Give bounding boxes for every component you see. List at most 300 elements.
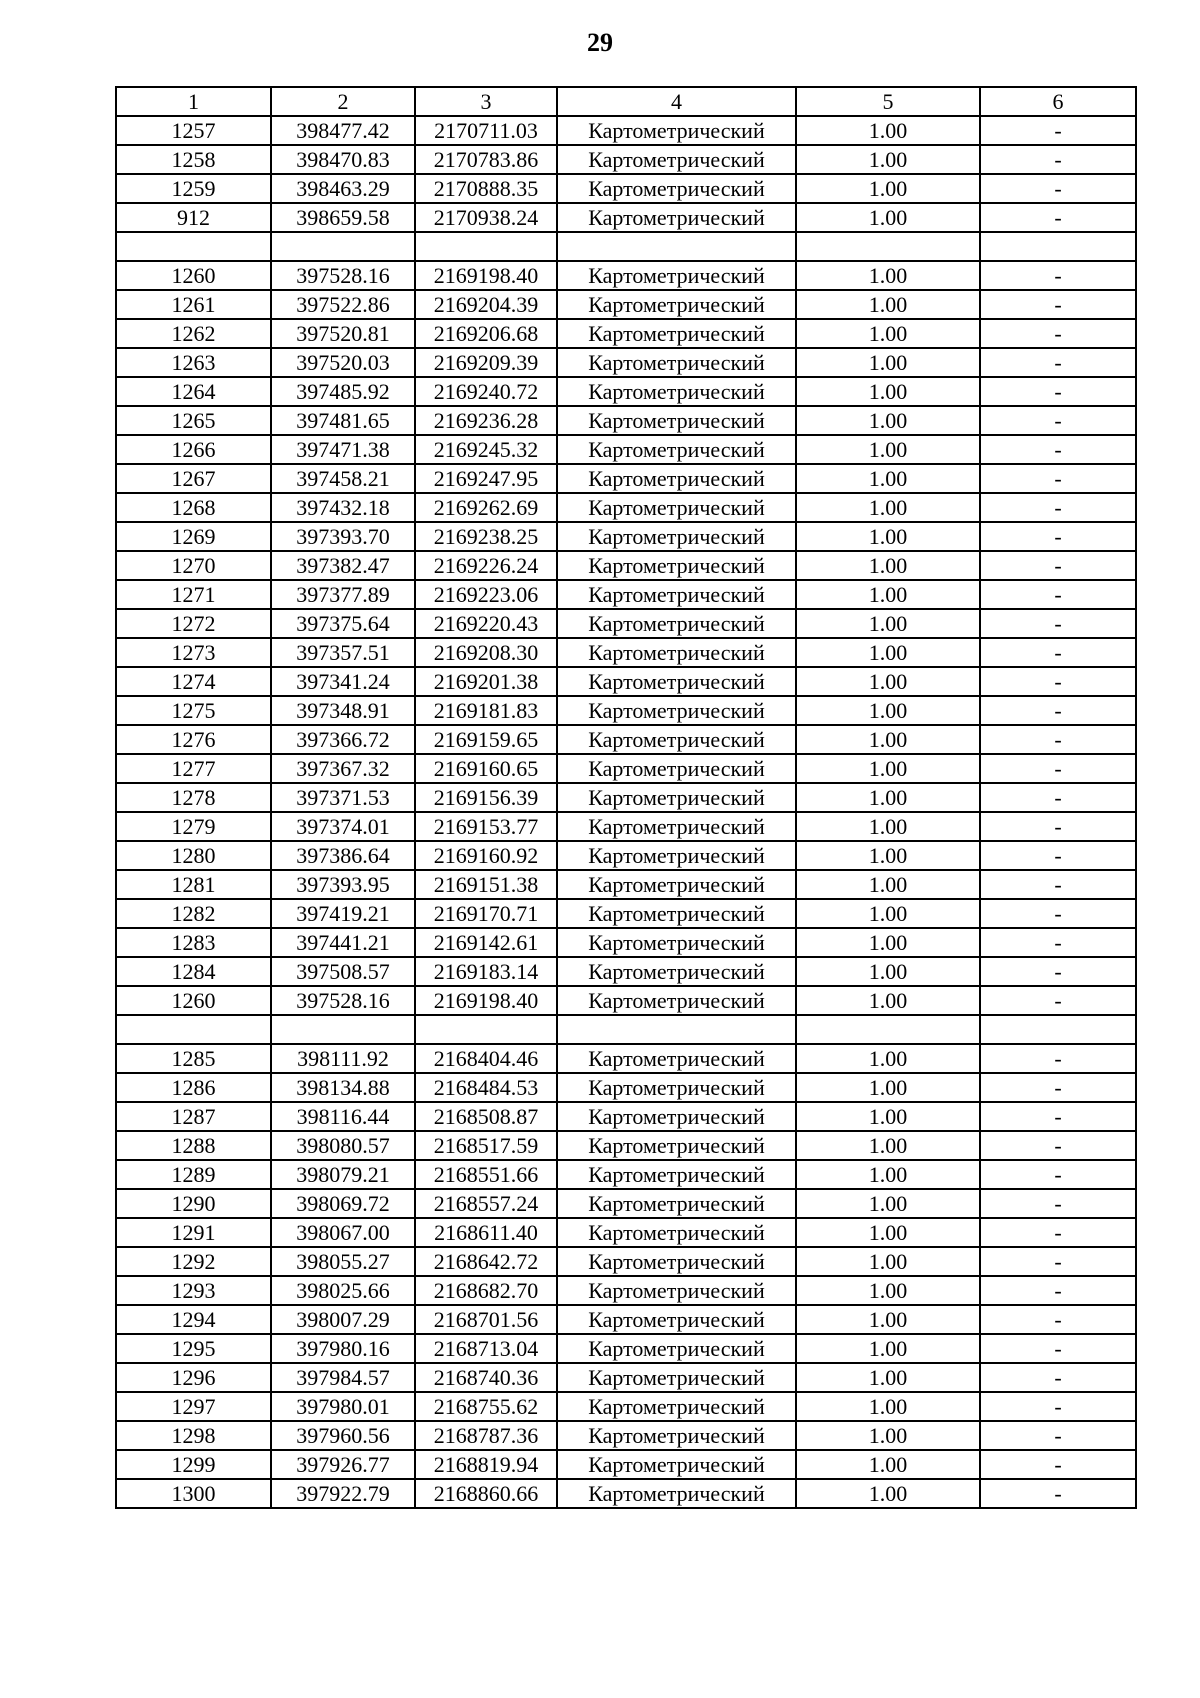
table-cell: -	[980, 667, 1136, 696]
table-cell: 1.00	[796, 1131, 980, 1160]
table-cell: -	[980, 696, 1136, 725]
table-row	[116, 870, 1136, 899]
table-cell: 1287	[116, 1102, 271, 1131]
table-row	[116, 493, 1136, 522]
table-cell: 397458.21	[271, 464, 415, 493]
table-cell: 2169220.43	[415, 609, 557, 638]
table-cell: 2170938.24	[415, 203, 557, 232]
table-cell: 1.00	[796, 203, 980, 232]
table-cell: -	[980, 522, 1136, 551]
table-cell: Картометрический	[557, 377, 796, 406]
table-cell	[271, 232, 415, 261]
table-cell: 2170888.35	[415, 174, 557, 203]
table-cell: -	[980, 1131, 1136, 1160]
table-cell: -	[980, 870, 1136, 899]
table-cell: 2169160.65	[415, 754, 557, 783]
table-cell: -	[980, 406, 1136, 435]
table-cell: 397522.86	[271, 290, 415, 319]
table-cell: 1.00	[796, 1479, 980, 1508]
table-cell: -	[980, 1392, 1136, 1421]
table-cell: Картометрический	[557, 580, 796, 609]
table-cell: 1263	[116, 348, 271, 377]
table-cell: 1.00	[796, 493, 980, 522]
table-cell: 398116.44	[271, 1102, 415, 1131]
table-cell: 1283	[116, 928, 271, 957]
table-cell: 1.00	[796, 1218, 980, 1247]
table-cell: 2169181.83	[415, 696, 557, 725]
table-cell: 1.00	[796, 754, 980, 783]
table-cell	[796, 232, 980, 261]
table-row	[116, 319, 1136, 348]
table-cell: -	[980, 493, 1136, 522]
table-cell: -	[980, 638, 1136, 667]
table-cell: 398463.29	[271, 174, 415, 203]
table-cell: 1.00	[796, 1334, 980, 1363]
table-cell: 1.00	[796, 1189, 980, 1218]
table-row	[116, 1305, 1136, 1334]
table-cell: -	[980, 145, 1136, 174]
table-cell: 1.00	[796, 551, 980, 580]
table-cell: 1.00	[796, 1044, 980, 1073]
table-cell: 398470.83	[271, 145, 415, 174]
table-cell: 397528.16	[271, 261, 415, 290]
table-cell: 2169204.39	[415, 290, 557, 319]
table-cell: 1.00	[796, 783, 980, 812]
table-cell: Картометрический	[557, 1479, 796, 1508]
table-cell: Картометрический	[557, 1305, 796, 1334]
table-row	[116, 580, 1136, 609]
table-row	[116, 522, 1136, 551]
table-cell: 397375.64	[271, 609, 415, 638]
table-cell: Картометрический	[557, 203, 796, 232]
table-cell: Картометрический	[557, 1247, 796, 1276]
table-row	[116, 609, 1136, 638]
table-cell: -	[980, 319, 1136, 348]
table-cell: 2169226.24	[415, 551, 557, 580]
table-cell: -	[980, 1247, 1136, 1276]
table-cell: 398069.72	[271, 1189, 415, 1218]
table-cell: -	[980, 377, 1136, 406]
table-cell: 1.00	[796, 1276, 980, 1305]
table-cell: 1.00	[796, 725, 980, 754]
table-cell: 2168701.56	[415, 1305, 557, 1334]
table-row	[116, 1102, 1136, 1131]
table-cell: 397357.51	[271, 638, 415, 667]
table-cell: 398134.88	[271, 1073, 415, 1102]
table-cell: 2169159.65	[415, 725, 557, 754]
table-row	[116, 116, 1136, 145]
table-row	[116, 841, 1136, 870]
table-row	[116, 377, 1136, 406]
table-cell: 1267	[116, 464, 271, 493]
table-cell: 1291	[116, 1218, 271, 1247]
table-cell: 1.00	[796, 319, 980, 348]
table-cell: 2168557.24	[415, 1189, 557, 1218]
table-cell: 1293	[116, 1276, 271, 1305]
table-cell: Картометрический	[557, 1044, 796, 1073]
table-cell: Картометрический	[557, 464, 796, 493]
table-cell: Картометрический	[557, 1450, 796, 1479]
blank-row	[116, 1015, 1136, 1044]
table-cell: 1.00	[796, 1392, 980, 1421]
table-cell: 1282	[116, 899, 271, 928]
table-cell: 1278	[116, 783, 271, 812]
table-cell: Картометрический	[557, 899, 796, 928]
table-row	[116, 899, 1136, 928]
table-cell: 1274	[116, 667, 271, 696]
table-cell: 2168819.94	[415, 1450, 557, 1479]
table-cell: 1272	[116, 609, 271, 638]
table-cell: 1.00	[796, 580, 980, 609]
table-cell: Картометрический	[557, 1392, 796, 1421]
table-cell	[557, 1015, 796, 1044]
table-cell: 2169209.39	[415, 348, 557, 377]
table-cell: 1.00	[796, 1160, 980, 1189]
table-cell: Картометрический	[557, 435, 796, 464]
table-cell: 2168642.72	[415, 1247, 557, 1276]
table-cell: 398079.21	[271, 1160, 415, 1189]
table-cell: 397441.21	[271, 928, 415, 957]
table-cell: 1260	[116, 261, 271, 290]
table-cell: 1294	[116, 1305, 271, 1334]
table-cell: -	[980, 986, 1136, 1015]
table-cell: -	[980, 1218, 1136, 1247]
table-cell: 398007.29	[271, 1305, 415, 1334]
table-cell: Картометрический	[557, 145, 796, 174]
table-cell: 1.00	[796, 145, 980, 174]
table-cell: 1.00	[796, 638, 980, 667]
table-cell	[980, 1015, 1136, 1044]
table-cell: 1.00	[796, 1305, 980, 1334]
table-cell: -	[980, 580, 1136, 609]
table-row	[116, 1334, 1136, 1363]
table-row	[116, 348, 1136, 377]
table-row	[116, 928, 1136, 957]
table-cell: 1.00	[796, 435, 980, 464]
table-cell: 1300	[116, 1479, 271, 1508]
table-cell: 1296	[116, 1363, 271, 1392]
table-cell: 397508.57	[271, 957, 415, 986]
table-cell: 397377.89	[271, 580, 415, 609]
table-cell: 397382.47	[271, 551, 415, 580]
table-row	[116, 754, 1136, 783]
table-cell: 1.00	[796, 116, 980, 145]
table-cell: 1.00	[796, 841, 980, 870]
table-cell: 397980.01	[271, 1392, 415, 1421]
table-cell: 1269	[116, 522, 271, 551]
table-cell: 397528.16	[271, 986, 415, 1015]
table-cell: 1261	[116, 290, 271, 319]
table-cell: 1298	[116, 1421, 271, 1450]
table-row	[116, 638, 1136, 667]
table-cell: Картометрический	[557, 348, 796, 377]
table-cell	[116, 232, 271, 261]
table-cell: 2169245.32	[415, 435, 557, 464]
table-cell: 397393.70	[271, 522, 415, 551]
table-cell: Картометрический	[557, 290, 796, 319]
table-cell: Картометрический	[557, 1421, 796, 1450]
table-row	[116, 203, 1136, 232]
table-row	[116, 1218, 1136, 1247]
table-cell: Картометрический	[557, 1276, 796, 1305]
table-cell: 1258	[116, 145, 271, 174]
table-cell: 2169236.28	[415, 406, 557, 435]
table-cell: 397922.79	[271, 1479, 415, 1508]
table-cell: Картометрический	[557, 783, 796, 812]
table-cell: 2169183.14	[415, 957, 557, 986]
table-row	[116, 812, 1136, 841]
table-cell: 1.00	[796, 1421, 980, 1450]
table-cell: 2168755.62	[415, 1392, 557, 1421]
table-row	[116, 783, 1136, 812]
table-cell: 1.00	[796, 464, 980, 493]
table-cell: 398025.66	[271, 1276, 415, 1305]
table-cell: Картометрический	[557, 522, 796, 551]
table-row	[116, 406, 1136, 435]
table-cell: 2168484.53	[415, 1073, 557, 1102]
table-cell: -	[980, 116, 1136, 145]
table-cell: 2168740.36	[415, 1363, 557, 1392]
table-cell: 397371.53	[271, 783, 415, 812]
table-cell: 2169262.69	[415, 493, 557, 522]
table-cell: 1286	[116, 1073, 271, 1102]
table-row	[116, 1479, 1136, 1508]
table-row	[116, 1247, 1136, 1276]
table-cell: 1285	[116, 1044, 271, 1073]
table-cell: 1.00	[796, 812, 980, 841]
table-cell: -	[980, 348, 1136, 377]
table-cell: 397374.01	[271, 812, 415, 841]
table-cell: 397367.32	[271, 754, 415, 783]
table-cell: 1.00	[796, 1102, 980, 1131]
table-cell: 2168682.70	[415, 1276, 557, 1305]
table-row	[116, 551, 1136, 580]
table-cell: 1259	[116, 174, 271, 203]
table-cell: Картометрический	[557, 725, 796, 754]
table-row	[116, 1160, 1136, 1189]
table-cell: 1270	[116, 551, 271, 580]
table-cell: 2168517.59	[415, 1131, 557, 1160]
table-cell: 2169170.71	[415, 899, 557, 928]
table-cell: -	[980, 841, 1136, 870]
table-cell: 2169142.61	[415, 928, 557, 957]
table-row	[116, 1276, 1136, 1305]
table-cell: -	[980, 1044, 1136, 1073]
table-cell: Картометрический	[557, 609, 796, 638]
table-row	[116, 696, 1136, 725]
table-cell: -	[980, 1102, 1136, 1131]
blank-row	[116, 232, 1136, 261]
table-cell: 397393.95	[271, 870, 415, 899]
table-row	[116, 261, 1136, 290]
table-cell: 2170783.86	[415, 145, 557, 174]
table-cell: 1.00	[796, 986, 980, 1015]
table-cell: -	[980, 435, 1136, 464]
table-cell: 1280	[116, 841, 271, 870]
table-cell: 1281	[116, 870, 271, 899]
table-cell: 1.00	[796, 1073, 980, 1102]
table-cell: 1273	[116, 638, 271, 667]
table-cell: 398067.00	[271, 1218, 415, 1247]
table-cell: 397386.64	[271, 841, 415, 870]
table-cell: -	[980, 1334, 1136, 1363]
table-cell: 2169156.39	[415, 783, 557, 812]
table-cell: 1.00	[796, 290, 980, 319]
table-cell: 2168611.40	[415, 1218, 557, 1247]
table-cell: 1.00	[796, 899, 980, 928]
table-cell	[415, 232, 557, 261]
table-cell: 397926.77	[271, 1450, 415, 1479]
table-cell: 1299	[116, 1450, 271, 1479]
table-cell: -	[980, 174, 1136, 203]
coordinates-table	[115, 86, 1137, 1509]
table-row	[116, 725, 1136, 754]
table-cell: 2169198.40	[415, 261, 557, 290]
table-row	[116, 464, 1136, 493]
table-cell: -	[980, 551, 1136, 580]
table-cell: -	[980, 290, 1136, 319]
table-cell: Картометрический	[557, 754, 796, 783]
table-cell: Картометрический	[557, 116, 796, 145]
table-cell: 1.00	[796, 406, 980, 435]
table-cell: 1.00	[796, 928, 980, 957]
table-cell: 397471.38	[271, 435, 415, 464]
table-cell: 397980.16	[271, 1334, 415, 1363]
table-cell: 2169238.25	[415, 522, 557, 551]
table-cell: 912	[116, 203, 271, 232]
table-cell: 1.00	[796, 870, 980, 899]
table-cell: Картометрический	[557, 812, 796, 841]
table-cell: 1.00	[796, 174, 980, 203]
table-cell: 397366.72	[271, 725, 415, 754]
table-cell: 1266	[116, 435, 271, 464]
column-header: 6	[980, 87, 1136, 116]
table-cell: 2168551.66	[415, 1160, 557, 1189]
table-cell: -	[980, 754, 1136, 783]
table-cell: 1257	[116, 116, 271, 145]
table-cell: -	[980, 725, 1136, 754]
table-cell: Картометрический	[557, 493, 796, 522]
table-row	[116, 1044, 1136, 1073]
table-cell: 1284	[116, 957, 271, 986]
table-cell: 2170711.03	[415, 116, 557, 145]
column-header: 5	[796, 87, 980, 116]
page-number: 29	[587, 28, 613, 57]
table-cell: 2169198.40	[415, 986, 557, 1015]
table-cell: 397481.65	[271, 406, 415, 435]
table-cell: -	[980, 1276, 1136, 1305]
table-cell: -	[980, 464, 1136, 493]
table-cell: 397348.91	[271, 696, 415, 725]
table-cell: 1275	[116, 696, 271, 725]
table-cell: 1.00	[796, 609, 980, 638]
table-cell: 2169223.06	[415, 580, 557, 609]
table-cell: 397485.92	[271, 377, 415, 406]
table-cell: Картометрический	[557, 406, 796, 435]
table-cell: -	[980, 1450, 1136, 1479]
table-cell: -	[980, 1479, 1136, 1508]
table-row	[116, 1421, 1136, 1450]
table-cell: 1.00	[796, 377, 980, 406]
table-cell: 2169160.92	[415, 841, 557, 870]
table-row	[116, 1363, 1136, 1392]
table-cell: 398111.92	[271, 1044, 415, 1073]
table-row	[116, 1450, 1136, 1479]
table-cell: 1271	[116, 580, 271, 609]
table-cell: -	[980, 928, 1136, 957]
table-cell: 2169247.95	[415, 464, 557, 493]
table-cell: Картометрический	[557, 1189, 796, 1218]
table-cell: 1.00	[796, 667, 980, 696]
table-cell: Картометрический	[557, 1073, 796, 1102]
table-cell: 1.00	[796, 261, 980, 290]
table-cell: -	[980, 1305, 1136, 1334]
table-cell: 1277	[116, 754, 271, 783]
table-cell: 2168787.36	[415, 1421, 557, 1450]
table-cell: 397341.24	[271, 667, 415, 696]
table-cell: 2169201.38	[415, 667, 557, 696]
table-cell: 1265	[116, 406, 271, 435]
column-header: 1	[116, 87, 271, 116]
table-cell: 398477.42	[271, 116, 415, 145]
table-cell: Картометрический	[557, 1160, 796, 1189]
table-cell: 2169240.72	[415, 377, 557, 406]
table-cell: 2169153.77	[415, 812, 557, 841]
table-cell: Картометрический	[557, 551, 796, 580]
table-cell: -	[980, 899, 1136, 928]
table-cell: 1276	[116, 725, 271, 754]
table-row	[116, 145, 1136, 174]
table-cell: 1.00	[796, 1450, 980, 1479]
table-cell	[116, 1015, 271, 1044]
table-cell: Картометрический	[557, 841, 796, 870]
table-cell: 397960.56	[271, 1421, 415, 1450]
table-cell: 1290	[116, 1189, 271, 1218]
table-cell: 397419.21	[271, 899, 415, 928]
table-cell: Картометрический	[557, 1334, 796, 1363]
table-cell: -	[980, 1421, 1136, 1450]
table-cell: Картометрический	[557, 1218, 796, 1247]
table-cell: Картометрический	[557, 174, 796, 203]
table-cell: Картометрический	[557, 319, 796, 348]
table-body	[116, 116, 1136, 1508]
table-cell: Картометрический	[557, 928, 796, 957]
table-cell: 1288	[116, 1131, 271, 1160]
table-cell: 2169151.38	[415, 870, 557, 899]
table-cell: 1.00	[796, 696, 980, 725]
table-row	[116, 435, 1136, 464]
table-cell: -	[980, 203, 1136, 232]
table-cell: -	[980, 261, 1136, 290]
table-row	[116, 1392, 1136, 1421]
table-cell: 1297	[116, 1392, 271, 1421]
table-row	[116, 1073, 1136, 1102]
table-cell	[980, 232, 1136, 261]
table-cell: 1.00	[796, 957, 980, 986]
table-row	[116, 957, 1136, 986]
table-cell: 1.00	[796, 348, 980, 377]
table-cell: Картометрический	[557, 870, 796, 899]
table-cell: 1260	[116, 986, 271, 1015]
table-cell: -	[980, 1160, 1136, 1189]
table-cell: 2168404.46	[415, 1044, 557, 1073]
table-cell: 1279	[116, 812, 271, 841]
table-cell	[415, 1015, 557, 1044]
table-cell: 2168508.87	[415, 1102, 557, 1131]
table-cell: 1.00	[796, 522, 980, 551]
table-row	[116, 667, 1136, 696]
table-cell: -	[980, 957, 1136, 986]
